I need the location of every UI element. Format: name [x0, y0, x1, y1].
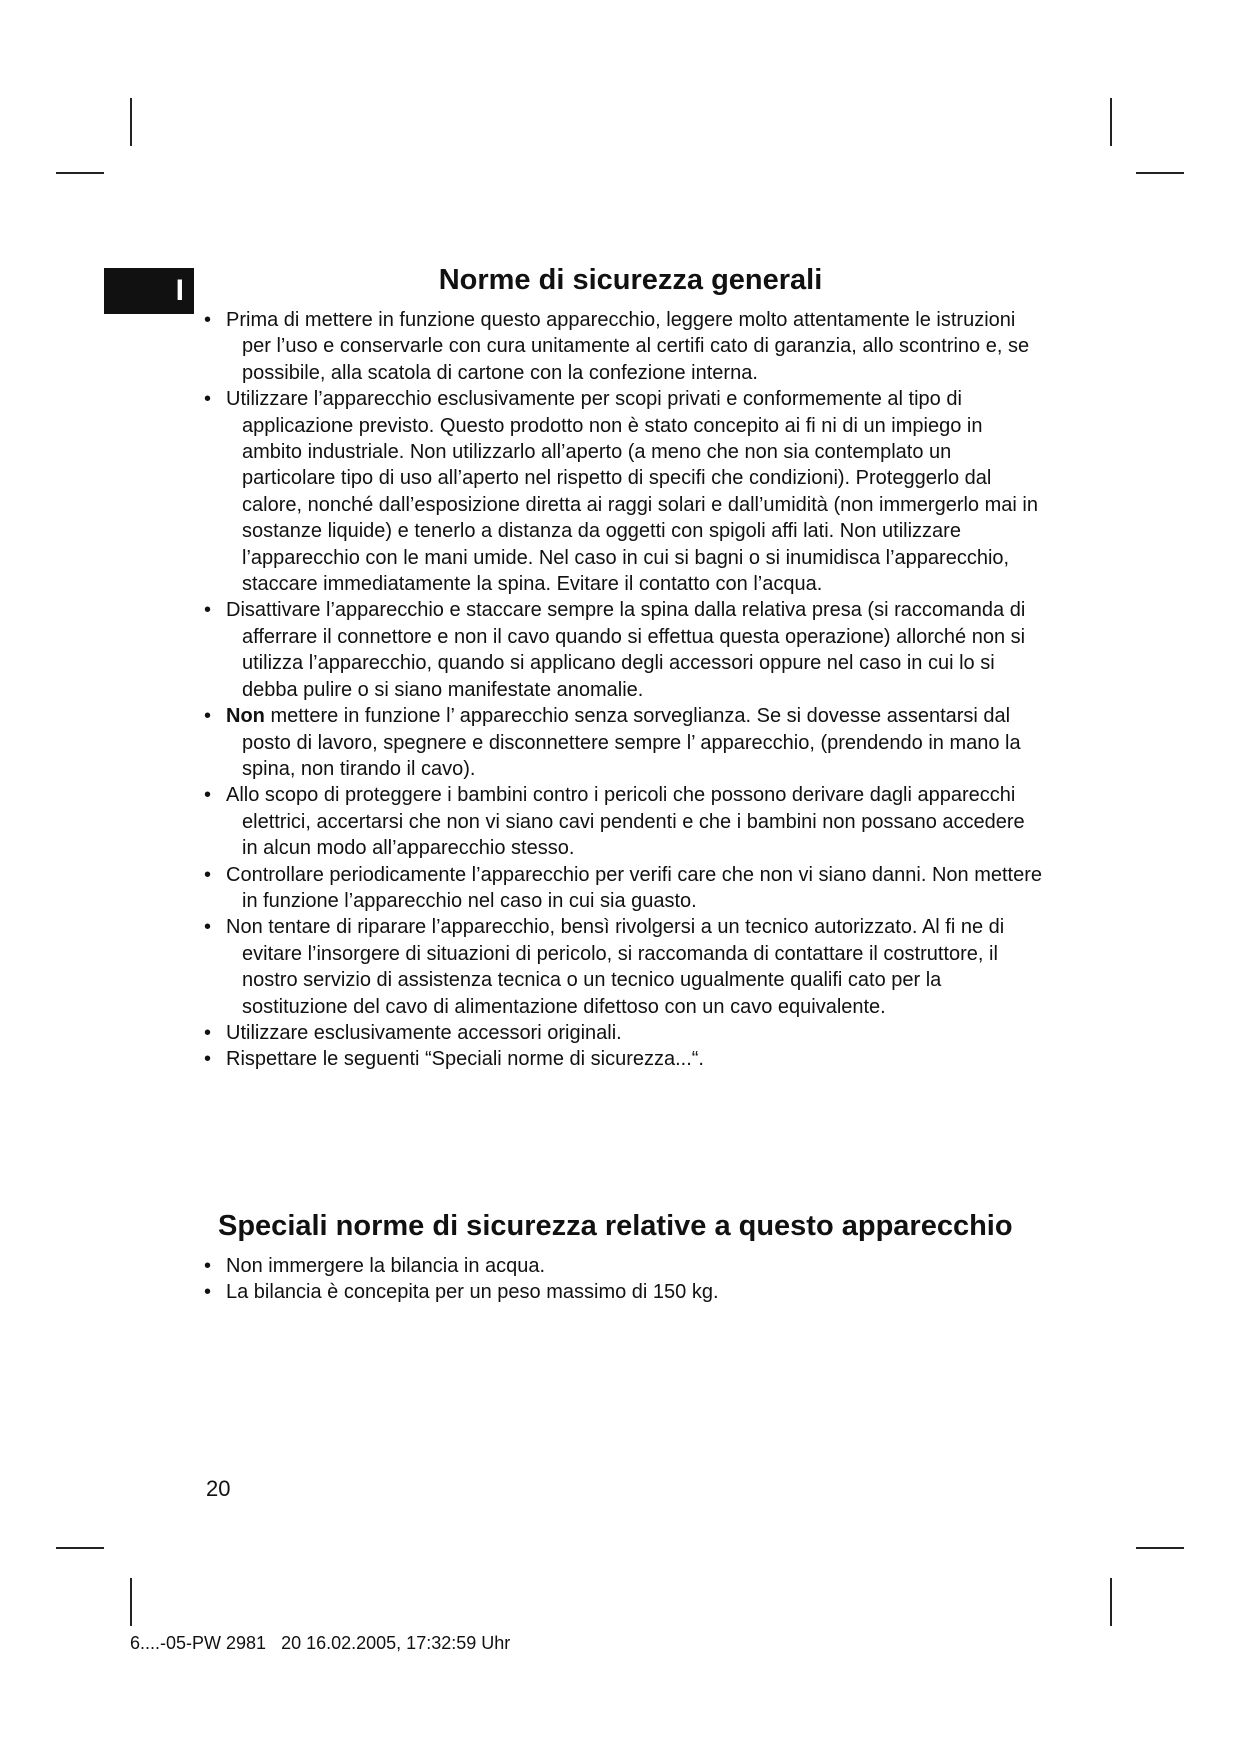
crop-mark-bottom-right-horizontal	[1136, 1547, 1184, 1549]
list-item: • La bilancia è concepita per un peso massimo di 150 kg.	[204, 1279, 1044, 1305]
special-safety-list	[204, 1253, 1044, 1306]
section-title-general-safety: Norme di sicurezza generali	[438, 264, 823, 296]
emphasis-text: Non	[226, 705, 265, 728]
list-item: • Rispettare le seguenti “Speciali norme di sicurezza...“.	[204, 1046, 1044, 1072]
crop-mark-bottom-left-vertical	[130, 1578, 132, 1626]
general-safety-list	[204, 307, 1044, 1073]
list-item: • Prima di mettere in funzione questo apparecchio, leggere molto attentamente le istruzioni per l’uso e conservarle con cura unitamente al certifi cato di garanzia, allo scontrino e, se possibile, alla scatola di cartone con la confezione interna.	[204, 307, 1044, 386]
list-item: • Non tentare di riparare l’apparecchio, bensì rivolgersi a un tecnico autorizzato. Al fi ne di evitare l’insorgere di situazioni di pericolo, si raccomanda di contattare il costruttore, il nostro servizio di assistenza tecnica o un tecnico ugualmente qualifi cato per la sostituzione del cavo di alimentazione difettoso con un cavo equivalente.	[204, 914, 1044, 1020]
crop-mark-top-left-vertical	[130, 98, 132, 146]
crop-mark-bottom-left-horizontal	[56, 1547, 104, 1549]
list-item-supervision	[204, 703, 1044, 782]
list-item: • Controllare periodicamente l’apparecchio per verifi care che non vi siano danni. Non mettere in funzione l’apparecchio nel caso in cui sia guasto.	[204, 862, 1044, 915]
list-item: • Allo scopo di proteggere i bambini contro i pericoli che possono derivare dagli apparecchi elettrici, accertarsi che non vi siano cavi pendenti e che i bambini non possano accedere in alcun modo all’apparecchio stesso.	[204, 782, 1044, 861]
crop-mark-top-left-horizontal	[56, 172, 104, 174]
crop-mark-top-right-vertical	[1110, 98, 1112, 146]
crop-mark-bottom-right-vertical	[1110, 1578, 1112, 1626]
crop-mark-top-right-horizontal	[1136, 172, 1184, 174]
list-item: • Utilizzare esclusivamente accessori originali.	[204, 1020, 1044, 1046]
list-item: • Disattivare l’apparecchio e staccare sempre la spina dalla relativa presa (si raccomanda di afferrare il connettore e non il cavo quando si effettua questa operazione) allorché non si utilizza l’apparecchio, quando si applicano degli accessori oppure nel caso in cui lo si debba pulire o si siano manifestate anomalie.	[204, 597, 1044, 703]
list-item: • Non immergere la bilancia in acqua.	[204, 1253, 1044, 1279]
section-title-special-safety: Speciali norme di sicurezza relative a questo apparecchio	[218, 1210, 1013, 1242]
list-item-text: mettere in funzione l’ apparecchio senza sorveglianza. Se si dovesse assentarsi dal posto di lavoro, spegnere e disconnettere sempre l’ apparecchio, (prendendo in mano la spina, non tirando il cavo).	[242, 705, 1021, 780]
list-item: • Utilizzare l’apparecchio esclusivamente per scopi privati e conformemente al tipo di applicazione previsto. Questo prodotto non è stato concepito ai fi ni di un impiego in ambito industriale. Non utilizzarlo all’aperto (a meno che non sia contemplato un particolare tipo di uso all’aperto nel rispetto di specifi che condizioni). Proteggerlo dal calore, nonché dall’esposizione diretta ai raggi solari e dall’umidità (non immergerlo mai in sostanze liquide) e tenerlo a distanza da oggetti con spigoli affi lati. Non utilizzare l’apparecchio con le mani umide. Nel caso in cui si bagni o si inumidisca l’apparecchio, staccare immediatamente la spina. Evitare il contatto con l’acqua.	[204, 386, 1044, 597]
print-imprint: 6....-05-PW 2981 20 16.02.2005, 17:32:59 Uhr	[130, 1633, 511, 1653]
language-tab-label: I	[175, 274, 184, 307]
page-number: 20	[206, 1476, 231, 1501]
